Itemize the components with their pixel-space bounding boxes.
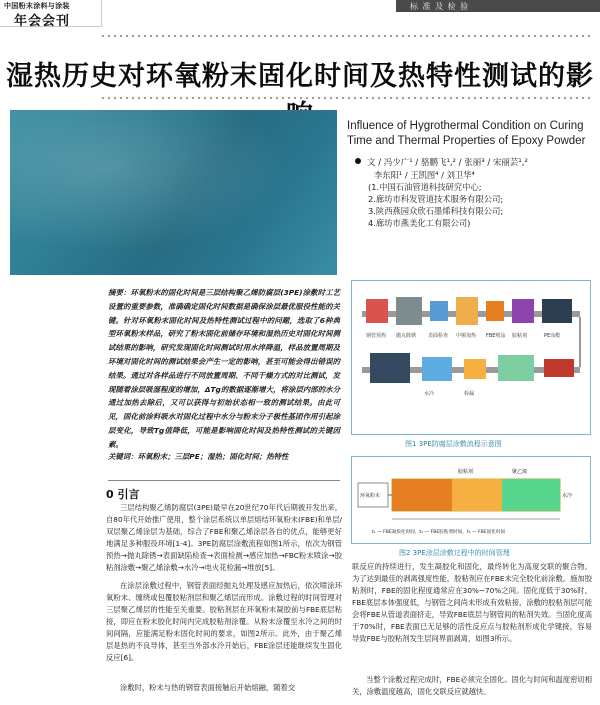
figure-1-diagram xyxy=(352,281,590,434)
article-title: 湿热历史对环氧粉末固化时间及热特性测试的影 xyxy=(6,61,594,92)
figure-1 xyxy=(351,280,591,435)
fig1-label-2: 表面检查 xyxy=(428,333,449,339)
english-title xyxy=(347,119,597,149)
fig1-label-0: 钢管预热 xyxy=(366,333,387,339)
keywords: 关键词：环氧粉末；三层PE；湿热；固化时间；热特性 xyxy=(108,452,289,461)
dotted-rule-top xyxy=(100,34,590,38)
bullet-icon xyxy=(355,158,361,164)
fig1-label-4: FBE喷涂 xyxy=(486,333,506,339)
adhesive-zone xyxy=(452,479,502,511)
fig1-label-6: PE涂敷 xyxy=(544,333,561,339)
section-band-text: 标 准 及 检 验 xyxy=(410,2,470,11)
fbe-unit xyxy=(486,301,504,321)
journal-box xyxy=(0,0,102,27)
fig2-label-2: 聚乙烯 xyxy=(512,469,528,475)
page-header xyxy=(0,0,600,30)
journal-issue: 年会会刊 xyxy=(14,14,71,29)
figure-2-caption: 图2 3PE涂层涂敷过程中的时间管理 xyxy=(399,549,510,557)
intro-paragraph-1: 三层结构聚乙烯防腐层(3PE)最早在20世纪70年代后期被开发出来，自80年代开始推广使用，整个涂层系统以单层熔结环氧粉末(FBE)和单层/双层聚乙烯涂层为基础，综合了FBE和聚乙烯涂层各自的优点，能够更好地满足多种服役环境[1-4]。3PE防腐层涂敷流程如图1所示，依次为钢管预热→抛丸除锈→表面缺陷检查→表面检测→感应加热→FBC粉末喷涂→胶粘剂涂敷→聚乙烯涂敷→水冷→电火花检漏→堆放[5]。 xyxy=(106,503,342,572)
fbe-zone xyxy=(392,479,452,511)
fig2-label-3: 水冷 xyxy=(562,493,573,499)
figure-2-diagram xyxy=(352,457,590,543)
affiliation-3: 3.陕西燕园众欣石墨烯科技有限公司; xyxy=(368,206,504,216)
fig2-label-1: 胶粘剂 xyxy=(458,469,474,475)
affiliation-2: 2.廊坊市科发管道技术服务有限公司; xyxy=(368,194,504,204)
pe-unit xyxy=(542,299,572,323)
cooling-unit xyxy=(422,357,452,381)
figure-2 xyxy=(351,456,591,544)
stack-unit xyxy=(498,355,534,381)
adhesive-unit xyxy=(512,299,534,323)
english-title-line1: Influence of Hygrothermal Condition on Curing xyxy=(347,120,584,132)
fig1-label-5: 胶粘剂 xyxy=(512,333,528,339)
fig1-label-8: 检漏 xyxy=(464,391,475,397)
authors-line2: 李东阳¹ / 王凯图⁴ / 刘卫华⁴ xyxy=(374,170,475,180)
end-unit xyxy=(544,359,574,377)
figure-1-caption: 图1 3PE防腐层涂敷流程示意图 xyxy=(405,440,502,448)
abstract-divider xyxy=(108,480,340,481)
fig2-legend: t₁ — FBE凝胶化时间，t₂ — FBE胶粘剂时间，t₃ — FBE固化时间 xyxy=(372,530,506,535)
abstract: 摘要：环氧粉末的固化时间是三层结构聚乙烯防腐层(3PE)涂敷时工艺设置的重要参数，准确确定固化时间数据是确保涂层最优服役性能的关键。针对环氧粉末固化时间及热特性测试过程中的问题，选取了6种典型环氧粉末样品，研究了粉末固化前储存环境和湿热历史对固化时间测试结果的影响，研究发现固化时间测试时用水淬降温，样品放置周期及环境对固化时间的测试结果会产生一定的影响，甚至可能会得出错误的结果。通过对各样品进行不同放置周期、不同干燥方式的对比测试，发现随着涂层吸湿程度的增加，ΔTg的数据逐渐增大，将涂层内部的水分通过加热去除后，又可以获得与初始状态相一致的测试结果。由此可见，固化前涂料吸水对固化过程中水分与粉末分子极性基团作用引起涂层变化，导致Tg值降低，可能是影响固化时间及热特性测试的关键因素。 xyxy=(108,288,340,449)
intro-paragraph-3: 涂敷时，粉末与热的钢管表面接触后开始熔融，随着交 xyxy=(120,683,296,692)
right-paragraph-2: 当整个涂敷过程完成时，FBE必须完全固化。固化与时间和温度密切相关，涂敷温度越高，固化交联反应就越快。 xyxy=(352,675,592,696)
preheat-unit xyxy=(366,299,388,323)
affiliation-1: (1.中国石油管道科技研究中心; xyxy=(368,182,482,192)
right-paragraph-1: 联反应的持续进行，发生凝胶化和固化，最终转化为高度交联的聚合物。为了达到最佳的剥离强度性能，胶粘剂应在FBE未完全胶化前涂敷。施加胶粘剂时，FBE的固化程度通常应在30%~70%之间。固化度低于30%时，FBE底层本体强度低，与钢管之间尚未形成有效粘接，涂敷的胶粘剂层可能会将FBE从管道表面挤走，导致FBE底层与钢管间的粘剂失效。当固化度高于70%时，FBE表面已无足够的活性反应点与胶粘剂形成化学键接，容易导致FBE与胶粘剂发生层间界面剥离，如图3所示。 xyxy=(352,562,593,643)
pe-zone xyxy=(502,479,560,511)
fig1-label-1: 抛丸除锈 xyxy=(396,333,417,339)
dotted-rule-bottom xyxy=(100,96,590,100)
authors-line1: 文 / 冯少广¹ / 骆鹏飞¹,² / 张丽³ / 宋丽芸¹,² xyxy=(355,157,528,169)
fig1-label-3: 中频加热 xyxy=(456,333,477,339)
section-heading-intro: 0 引言 xyxy=(106,488,140,501)
blast-unit xyxy=(396,297,422,325)
fig1-label-7: 水冷 xyxy=(424,391,435,397)
intro-paragraph-2: 在涂层涂敷过程中，钢管表面经抛丸处理及感应加热后，依次喷涂环氧粉末、缠绕或包覆胶粘剂层和聚乙烯层而形成。涂敷过程的时间管理对三层聚乙烯层的性能至关重要。胶粘剂层在环氧粉末凝胶前与FBE底层粘接，即应在粉末胶化时间内完成胶粘剂涂覆。从粉末涂覆至水冷之间的时间间隔，应能满足粉末固化时间的要求，如图2所示。此外，由于聚乙烯层是热的不良导体，甚至当外部水冷开始后，FBE涂层还能继续发生固化反应[6]。 xyxy=(106,581,342,662)
extruder xyxy=(370,353,410,383)
inspect-unit xyxy=(430,301,448,321)
journal-name: 中国粉末涂料与涂装 xyxy=(4,2,70,10)
affiliation-4: 4.廊坊市燕美化工有限公司) xyxy=(368,218,471,228)
fig2-label-0: 环氧粉末 xyxy=(360,493,381,499)
induction-unit xyxy=(456,297,478,325)
english-title-line2: Time and Thermal Properties of Epoxy Powder xyxy=(347,135,586,147)
holiday-test-unit xyxy=(464,359,486,379)
coated-panel-photo xyxy=(10,110,337,275)
